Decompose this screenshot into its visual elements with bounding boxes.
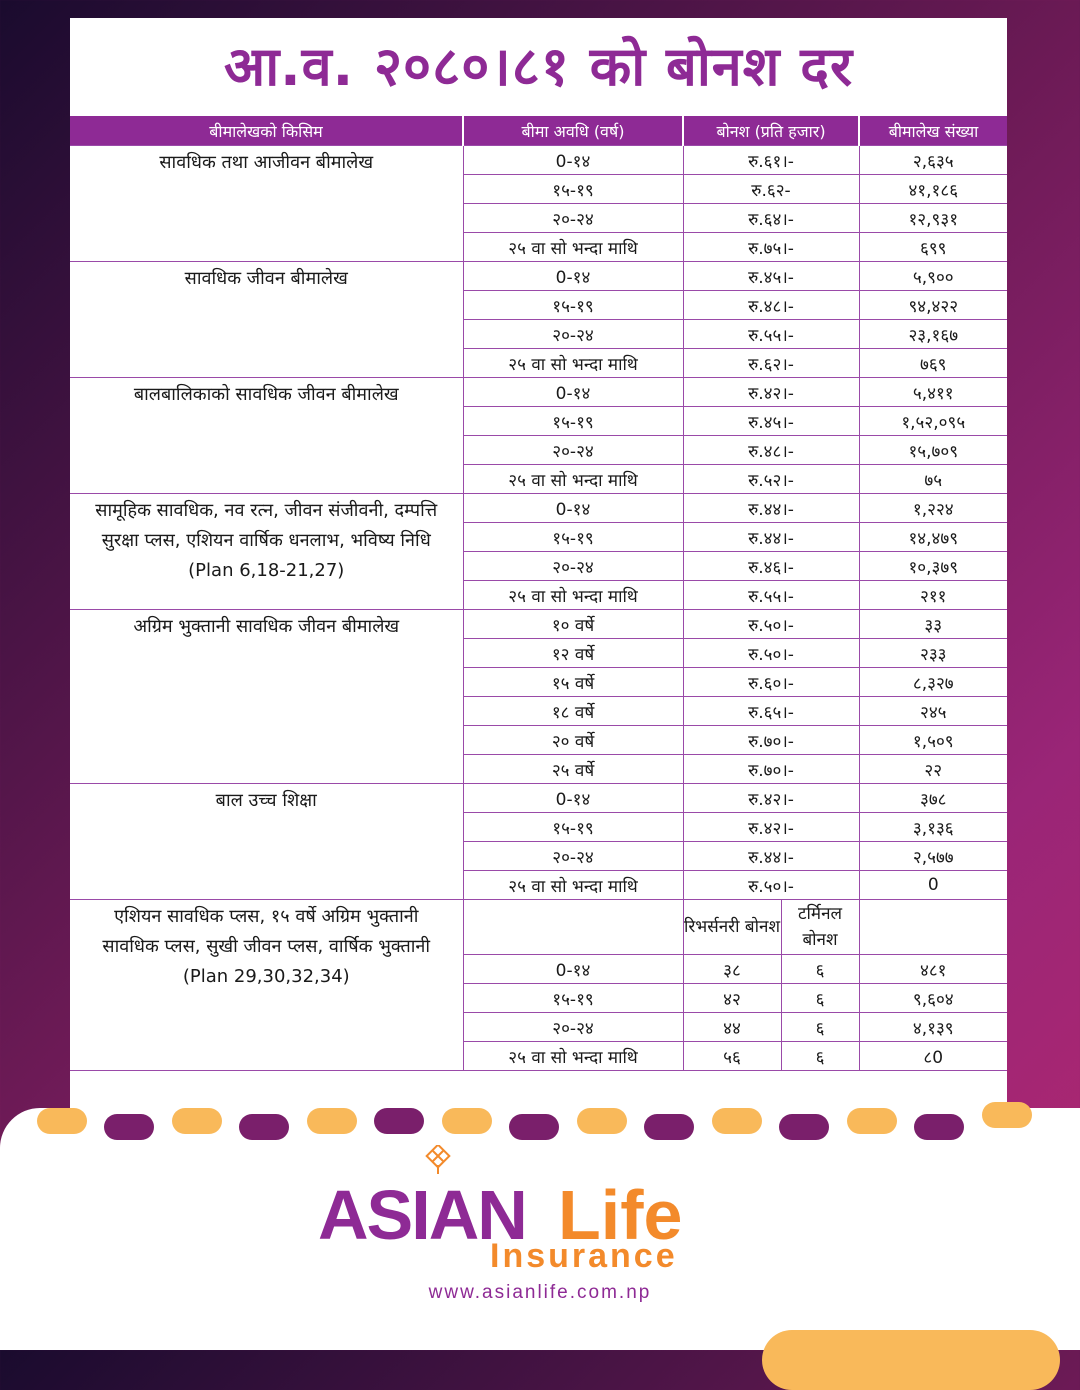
policy-type [70, 146, 463, 262]
dot [37, 1108, 87, 1134]
terminal-bonus-cell: ६ [781, 1042, 859, 1071]
terminal-bonus-header: टर्मिनल बोनश [781, 900, 859, 955]
policy-type-name: एशियन सावधिक प्लस, १५ वर्षे अग्रिम भुक्तानी सावधिक प्लस, सुखी जीवन प्लस, वार्षिक भुक्तानी [102, 906, 431, 957]
term-cell: २०-२४ [463, 842, 683, 871]
policy-type [70, 900, 463, 1071]
policy-plan: (Plan 29,30,32,34) [182, 966, 350, 987]
term-cell: १५-१९ [463, 407, 683, 436]
count-cell: २३३ [859, 639, 1007, 668]
dot [172, 1108, 222, 1134]
count-cell: ३७८ [859, 784, 1007, 813]
header-type: बीमालेखको किसिम [70, 116, 463, 146]
bonus-cell: रु.४५।- [683, 262, 859, 291]
bonus-cell: रु.४२।- [683, 813, 859, 842]
dot [577, 1108, 627, 1134]
bonus-table [70, 116, 1007, 1071]
term-cell: १५-१९ [463, 291, 683, 320]
term-cell [463, 900, 683, 955]
bonus-cell: रु.७०।- [683, 755, 859, 784]
count-cell: १४,४७९ [859, 523, 1007, 552]
bonus-cell: रु.६०।- [683, 668, 859, 697]
term-cell: १५-१९ [463, 813, 683, 842]
count-cell: १,५२,०९५ [859, 407, 1007, 436]
logo-insurance: Insurance [490, 1237, 678, 1275]
dot [374, 1108, 424, 1134]
term-cell: 0-१४ [463, 784, 683, 813]
count-cell: ४८१ [859, 955, 1007, 984]
dot [779, 1114, 829, 1140]
term-cell: २०-२४ [463, 552, 683, 581]
term-cell: २५ वा सो भन्दा माथि [463, 233, 683, 262]
count-cell: 0 [859, 871, 1007, 900]
bonus-cell: रु.४५।- [683, 407, 859, 436]
table-body [70, 146, 1007, 1071]
dot [982, 1102, 1032, 1128]
dot [239, 1114, 289, 1140]
bonus-card [70, 18, 1007, 1108]
term-cell: २५ वा सो भन्दा माथि [463, 581, 683, 610]
bonus-cell: रु.४८।- [683, 291, 859, 320]
website-link[interactable]: www.asianlife.com.np [428, 1282, 652, 1303]
bonus-cell: रु.५५।- [683, 581, 859, 610]
table-row [70, 784, 1007, 813]
table-row [70, 262, 1007, 291]
policy-type-name: सावधिक जीवन बीमालेख [184, 268, 348, 289]
table-row [70, 378, 1007, 407]
dot [847, 1108, 897, 1134]
dot [509, 1114, 559, 1140]
term-cell: २०-२४ [463, 436, 683, 465]
reversionary-bonus-cell: ४२ [683, 984, 781, 1013]
term-cell: १५-१९ [463, 175, 683, 204]
decorative-dots [0, 1100, 1080, 1150]
count-cell: ५,४११ [859, 378, 1007, 407]
bonus-cell: रु.४२।- [683, 784, 859, 813]
table-row [70, 900, 1007, 955]
asian-life-logo [318, 1145, 738, 1275]
term-cell: १५-१९ [463, 984, 683, 1013]
count-cell: २,६३५ [859, 146, 1007, 175]
term-cell: 0-१४ [463, 146, 683, 175]
count-cell: २,५७७ [859, 842, 1007, 871]
terminal-bonus-cell: ६ [781, 984, 859, 1013]
count-cell: २४५ [859, 697, 1007, 726]
policy-type-name: सावधिक तथा आजीवन बीमालेख [159, 152, 374, 173]
bonus-cell: रु.४४।- [683, 523, 859, 552]
bonus-cell: रु.६५।- [683, 697, 859, 726]
terminal-bonus-cell: ६ [781, 955, 859, 984]
term-cell: २०-२४ [463, 204, 683, 233]
count-cell: ८,३२७ [859, 668, 1007, 697]
dot [712, 1108, 762, 1134]
header-term: बीमा अवधि (वर्ष) [463, 116, 683, 146]
logo-asian: ASIAN [318, 1176, 526, 1254]
count-cell: ९४,४२२ [859, 291, 1007, 320]
count-cell: ५,९०० [859, 262, 1007, 291]
policy-type-name: बालबालिकाको सावधिक जीवन बीमालेख [133, 384, 399, 405]
reversionary-bonus-cell: ४४ [683, 1013, 781, 1042]
bonus-cell: रु.५०।- [683, 639, 859, 668]
policy-type [70, 378, 463, 494]
bonus-cell: रु.५२।- [683, 465, 859, 494]
count-cell: २११ [859, 581, 1007, 610]
term-cell: २५ वा सो भन्दा माथि [463, 1042, 683, 1071]
count-cell: १,२२४ [859, 494, 1007, 523]
term-cell: १८ वर्षे [463, 697, 683, 726]
header-bonus: बोनश (प्रति हजार) [683, 116, 859, 146]
count-cell: १५,७०९ [859, 436, 1007, 465]
count-cell: ६९९ [859, 233, 1007, 262]
reversionary-bonus-header: रिभर्सनरी बोनश [683, 900, 781, 955]
bonus-cell: रु.६२- [683, 175, 859, 204]
endless-knot-icon [425, 1145, 451, 1175]
term-cell: १२ वर्षे [463, 639, 683, 668]
table-row [70, 146, 1007, 175]
dot [442, 1108, 492, 1134]
policy-type-name: बाल उच्च शिक्षा [215, 790, 317, 811]
bonus-cell: रु.५०।- [683, 610, 859, 639]
term-cell: २०-२४ [463, 320, 683, 349]
count-cell: १०,३७९ [859, 552, 1007, 581]
count-cell [859, 900, 1007, 955]
bonus-cell: रु.६१।- [683, 146, 859, 175]
bonus-cell: रु.४२।- [683, 378, 859, 407]
term-cell: 0-१४ [463, 262, 683, 291]
logo-life: Life [558, 1176, 683, 1254]
policy-type-name: अग्रिम भुक्तानी सावधिक जीवन बीमालेख [133, 616, 400, 637]
dot [914, 1114, 964, 1140]
bonus-cell: रु.४४।- [683, 494, 859, 523]
count-cell: ४१,१८६ [859, 175, 1007, 204]
decorative-pill [762, 1330, 1060, 1390]
count-cell: १२,९३१ [859, 204, 1007, 233]
reversionary-bonus-cell: ५६ [683, 1042, 781, 1071]
count-cell: ७६९ [859, 349, 1007, 378]
table-header [70, 116, 1007, 146]
term-cell: २५ वा सो भन्दा माथि [463, 349, 683, 378]
term-cell: 0-१४ [463, 378, 683, 407]
page-title: आ.व. २०८०।८१ को बोनश दर [223, 35, 854, 98]
dot [104, 1114, 154, 1140]
bonus-cell: रु.४४।- [683, 842, 859, 871]
term-cell: २५ वर्षे [463, 755, 683, 784]
bonus-cell: रु.६४।- [683, 204, 859, 233]
header-count: बीमालेख संख्या [859, 116, 1007, 146]
term-cell: १० वर्षे [463, 610, 683, 639]
dot [307, 1108, 357, 1134]
count-cell: १,५०९ [859, 726, 1007, 755]
count-cell: ४,१३९ [859, 1013, 1007, 1042]
policy-type [70, 494, 463, 610]
bonus-cell: रु.४८।- [683, 436, 859, 465]
policy-type [70, 610, 463, 784]
term-cell: 0-१४ [463, 955, 683, 984]
bonus-cell: रु.७०।- [683, 726, 859, 755]
count-cell: ९,६०४ [859, 984, 1007, 1013]
table-row [70, 494, 1007, 523]
count-cell: ३३ [859, 610, 1007, 639]
terminal-bonus-cell: ६ [781, 1013, 859, 1042]
policy-type-name: सामूहिक सावधिक, नव रत्न, जीवन संजीवनी, दम्पत्ति सुरक्षा प्लस, एशियन वार्षिक धनलाभ, भविष्य निधि [95, 500, 438, 551]
term-cell: १५-१९ [463, 523, 683, 552]
table-row [70, 610, 1007, 639]
dot [644, 1114, 694, 1140]
policy-type [70, 262, 463, 378]
term-cell: २० वर्षे [463, 726, 683, 755]
count-cell: २२ [859, 755, 1007, 784]
count-cell: ७५ [859, 465, 1007, 494]
term-cell: २०-२४ [463, 1013, 683, 1042]
reversionary-bonus-cell: ३८ [683, 955, 781, 984]
policy-type [70, 784, 463, 900]
count-cell: ८0 [859, 1042, 1007, 1071]
policy-plan: (Plan 6,18-21,27) [188, 560, 345, 581]
count-cell: २३,१६७ [859, 320, 1007, 349]
term-cell: 0-१४ [463, 494, 683, 523]
bonus-cell: रु.५०।- [683, 871, 859, 900]
bonus-cell: रु.५५।- [683, 320, 859, 349]
bonus-cell: रु.४६।- [683, 552, 859, 581]
bonus-cell: रु.६२।- [683, 349, 859, 378]
bonus-cell: रु.७५।- [683, 233, 859, 262]
term-cell: १५ वर्षे [463, 668, 683, 697]
term-cell: २५ वा सो भन्दा माथि [463, 871, 683, 900]
term-cell: २५ वा सो भन्दा माथि [463, 465, 683, 494]
count-cell: ३,१३६ [859, 813, 1007, 842]
